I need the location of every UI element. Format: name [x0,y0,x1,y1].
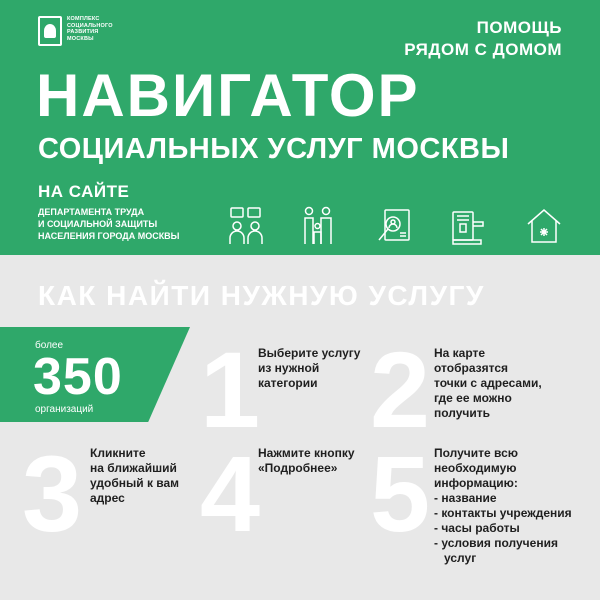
step-line: «Подробнее» [258,461,338,475]
step-5-number: 5 [370,433,431,554]
step-line: - название [434,491,497,505]
site-line: НАСЕЛЕНИЯ ГОРОДА МОСКВЫ [38,231,180,241]
step-line: где ее можно [434,391,512,405]
site-line: ДЕПАРТАМЕНТА ТРУДА [38,207,145,217]
logo [38,16,127,46]
step-line: необходимую [434,461,517,475]
help-tagline [404,17,562,61]
step-4-text [258,446,355,476]
stats-prefix: более [35,340,64,351]
step-line: информацию: [434,476,518,490]
site-description [38,206,180,242]
logo-text [67,16,127,42]
step-line: - часы работы [434,521,520,535]
book-gavel-icon [450,206,486,246]
step-line: На карте [434,346,486,360]
step-line: на ближайший [90,461,177,475]
house-icon [526,206,562,246]
help-line-1: ПОМОЩЬ [476,18,562,37]
header-panel [0,0,600,255]
step-line: отобразятся [434,361,509,375]
site-heading: НА САЙТЕ [38,182,130,201]
step-1-text [258,346,360,391]
family-icon [300,206,336,246]
stats-number: 350 [33,348,123,406]
step-line: Получите всю [434,446,519,460]
step-line: услуг [434,551,477,565]
step-line: из нужной [258,361,320,375]
logo-line: СОЦИАЛЬНОГО [67,22,113,29]
consultation-icon [228,206,264,246]
magnifier-document-icon [376,206,412,246]
step-2-number: 2 [370,329,431,450]
step-line: - контакты учреждения [434,506,572,520]
step-3-number: 3 [22,433,83,554]
step-4-number: 4 [200,433,261,554]
service-icons [228,206,568,246]
step-2-text [434,346,542,421]
step-line: адрес [90,491,125,505]
step-line: - условия получения [434,536,558,550]
help-line-2: РЯДОМ С ДОМОМ [404,40,562,59]
step-3-text [90,446,179,506]
moscow-emblem-icon [38,16,62,46]
step-1-number: 1 [200,329,261,450]
step-line: Выберите услугу [258,346,361,360]
step-line: удобный к вам [90,476,180,490]
step-line: Кликните [90,446,146,460]
step-line: Нажмите кнопку [258,446,355,460]
stats-suffix: организаций [35,404,94,415]
step-line: точки с адресами, [434,376,542,390]
step-line: получить [434,406,491,420]
step-5-text [434,446,572,566]
logo-line: КОМПЛЕКС [67,16,100,22]
step-line: категории [258,376,318,390]
section-title: КАК НАЙТИ НУЖНУЮ УСЛУГУ [38,280,485,311]
site-line: И СОЦИАЛЬНОЙ ЗАЩИТЫ [38,219,158,229]
page-subtitle: СОЦИАЛЬНЫХ УСЛУГ МОСКВЫ [38,133,510,165]
logo-line: РАЗВИТИЯ [67,29,99,35]
logo-line: МОСКВЫ [67,35,94,42]
page-title: НАВИГАТОР [36,62,420,129]
